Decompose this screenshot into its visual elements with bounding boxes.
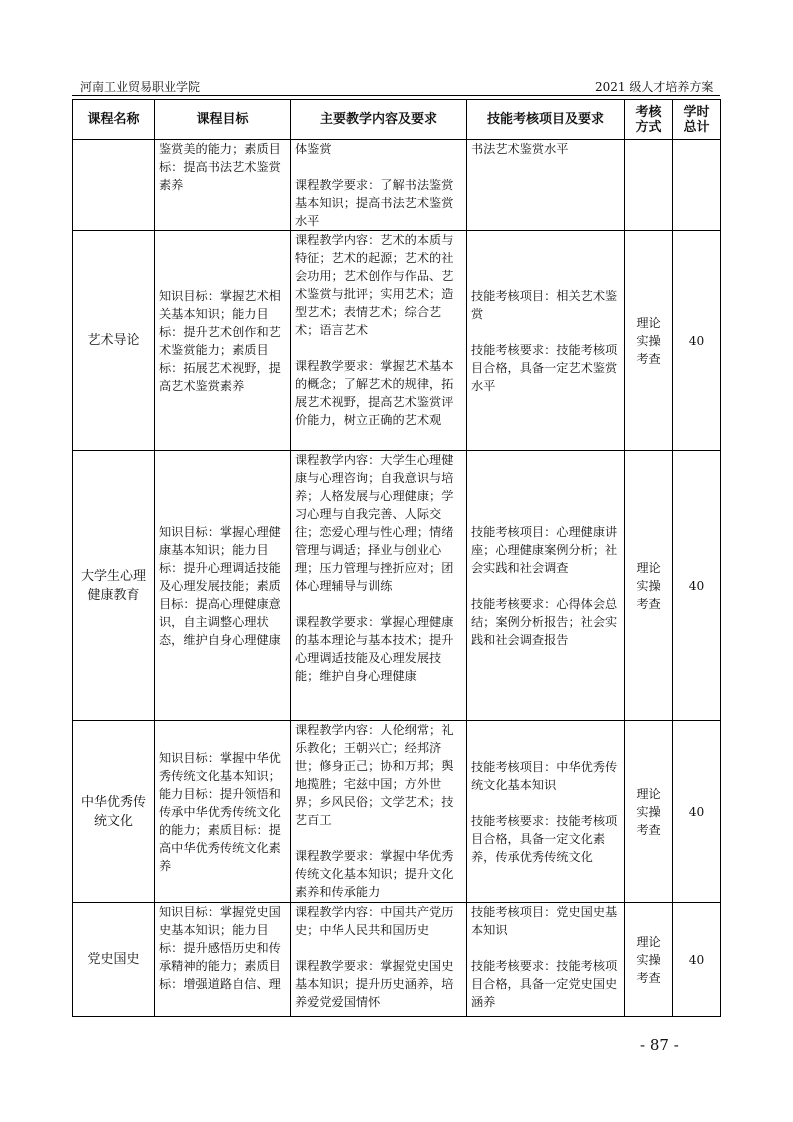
course-hours: 40 bbox=[673, 721, 721, 903]
course-goal: 知识目标：掌握艺术相关基本知识；能力目标：提升艺术创作和艺术鉴赏能力；素质目标：拓展艺术视野，提高艺术鉴赏素养 bbox=[155, 231, 291, 451]
course-skill: 技能考核项目：相关艺术鉴赏 技能考核要求：技能考核项目合格，具备一定艺术鉴赏水平 bbox=[467, 231, 625, 451]
course-skill: 技能考核项目：心理健康讲座；心理健康案例分析；社会实践和社会调查 技能考核要求：心得体会总结；案例分析报告；社会实践和社会调查报告 bbox=[467, 451, 625, 721]
course-method: 理论 实操 考查 bbox=[625, 903, 673, 1017]
header-doc-title: 2021 级人才培养方案 bbox=[595, 80, 714, 94]
col-header-course-name: 课程名称 bbox=[73, 100, 155, 140]
course-hours: 40 bbox=[673, 231, 721, 451]
table-row bbox=[73, 903, 721, 1017]
course-skill: 技能考核项目：党史国史基本知识 技能考核要求：技能考核项目合格，具备一定党史国史涵养 bbox=[467, 903, 625, 1017]
course-hours bbox=[673, 140, 721, 231]
course-goal: 鉴赏美的能力；素质目标：提高书法艺术鉴赏素养 bbox=[155, 140, 291, 231]
col-header-goal: 课程目标 bbox=[155, 100, 291, 140]
course-goal: 知识目标：掌握中华优秀传统文化基本知识；能力目标：提升领悟和传承中华优秀传统文化的能力；素质目标：提高中华优秀传统文化素养 bbox=[155, 721, 291, 903]
header-school-name: 河南工业贸易职业学院 bbox=[80, 80, 201, 94]
course-content: 课程教学内容：人伦纲常；礼乐教化；王朝兴亡；经邦济世；修身正己；协和万邦；舆地揽胜；宅兹中国；方外世界；乡风民俗；文学艺术；技艺百工 课程教学要求：掌握中华优秀传统文化基本知识；提升文化素养和传承能力 bbox=[291, 721, 467, 903]
table-row bbox=[73, 451, 721, 721]
course-content: 课程教学内容：大学生心理健康与心理咨询；自我意识与培养；人格发展与心理健康；学习心理与自我完善、人际交往；恋爱心理与性心理；情绪管理与调适；择业与创业心理；压力管理与挫折应对；团体心理辅导与训练 课程教学要求：掌握心理健康的基本理论与基本技术；提升心理调适技能及心理发展技能；维护自身心理健康 bbox=[291, 451, 467, 721]
course-skill: 书法艺术鉴赏水平 bbox=[467, 140, 625, 231]
course-skill: 技能考核项目：中华优秀传统文化基本知识 技能考核要求：技能考核项目合格，具备一定文化素养，传承优秀传统文化 bbox=[467, 721, 625, 903]
course-name: 艺术导论 bbox=[73, 231, 155, 451]
col-header-method: 考核 方式 bbox=[625, 100, 673, 140]
course-method: 理论 实操 考查 bbox=[625, 721, 673, 903]
course-name: 党史国史 bbox=[73, 903, 155, 1017]
col-header-hours: 学时 总计 bbox=[673, 100, 721, 140]
course-content: 课程教学内容：中国共产党历史；中华人民共和国历史 课程教学要求：掌握党史国史基本知识；提升历史涵养，培养爱党爱国情怀 bbox=[291, 903, 467, 1017]
course-goal: 知识目标：掌握党史国史基本知识；能力目标：提升感悟历史和传承精神的能力；素质目标：增强道路自信、理 bbox=[155, 903, 291, 1017]
course-method bbox=[625, 140, 673, 231]
course-content: 课程教学内容：艺术的本质与特征；艺术的起源；艺术的社会功用；艺术创作与作品、艺术鉴赏与批评；实用艺术；造型艺术；表情艺术；综合艺术；语言艺术 课程教学要求：掌握艺术基本的概念；了解艺术的规律，拓展艺术视野，提高艺术鉴赏评价能力，树立正确的艺术观 bbox=[291, 231, 467, 451]
course-name bbox=[73, 140, 155, 231]
course-method: 理论 实操 考查 bbox=[625, 451, 673, 721]
page-number: - 87 - bbox=[640, 1036, 679, 1054]
course-hours: 40 bbox=[673, 451, 721, 721]
header-rule bbox=[72, 95, 720, 96]
table-row bbox=[73, 721, 721, 903]
table-row bbox=[73, 140, 721, 231]
course-content: 体鉴赏 课程教学要求：了解书法鉴赏基本知识；提高书法艺术鉴赏水平 bbox=[291, 140, 467, 231]
col-header-skill: 技能考核项目及要求 bbox=[467, 100, 625, 140]
col-header-content: 主要教学内容及要求 bbox=[291, 100, 467, 140]
course-table bbox=[72, 99, 721, 1017]
table-header-row bbox=[73, 100, 721, 140]
course-name: 中华优秀传统文化 bbox=[73, 721, 155, 903]
course-method: 理论 实操 考查 bbox=[625, 231, 673, 451]
course-name: 大学生心理健康教育 bbox=[73, 451, 155, 721]
course-goal: 知识目标：掌握心理健康基本知识；能力目标：提升心理调适技能及心理发展技能；素质目标：提高心理健康意识，自主调整心理状态，维护自身心理健康 bbox=[155, 451, 291, 721]
table-row bbox=[73, 231, 721, 451]
course-hours: 40 bbox=[673, 903, 721, 1017]
